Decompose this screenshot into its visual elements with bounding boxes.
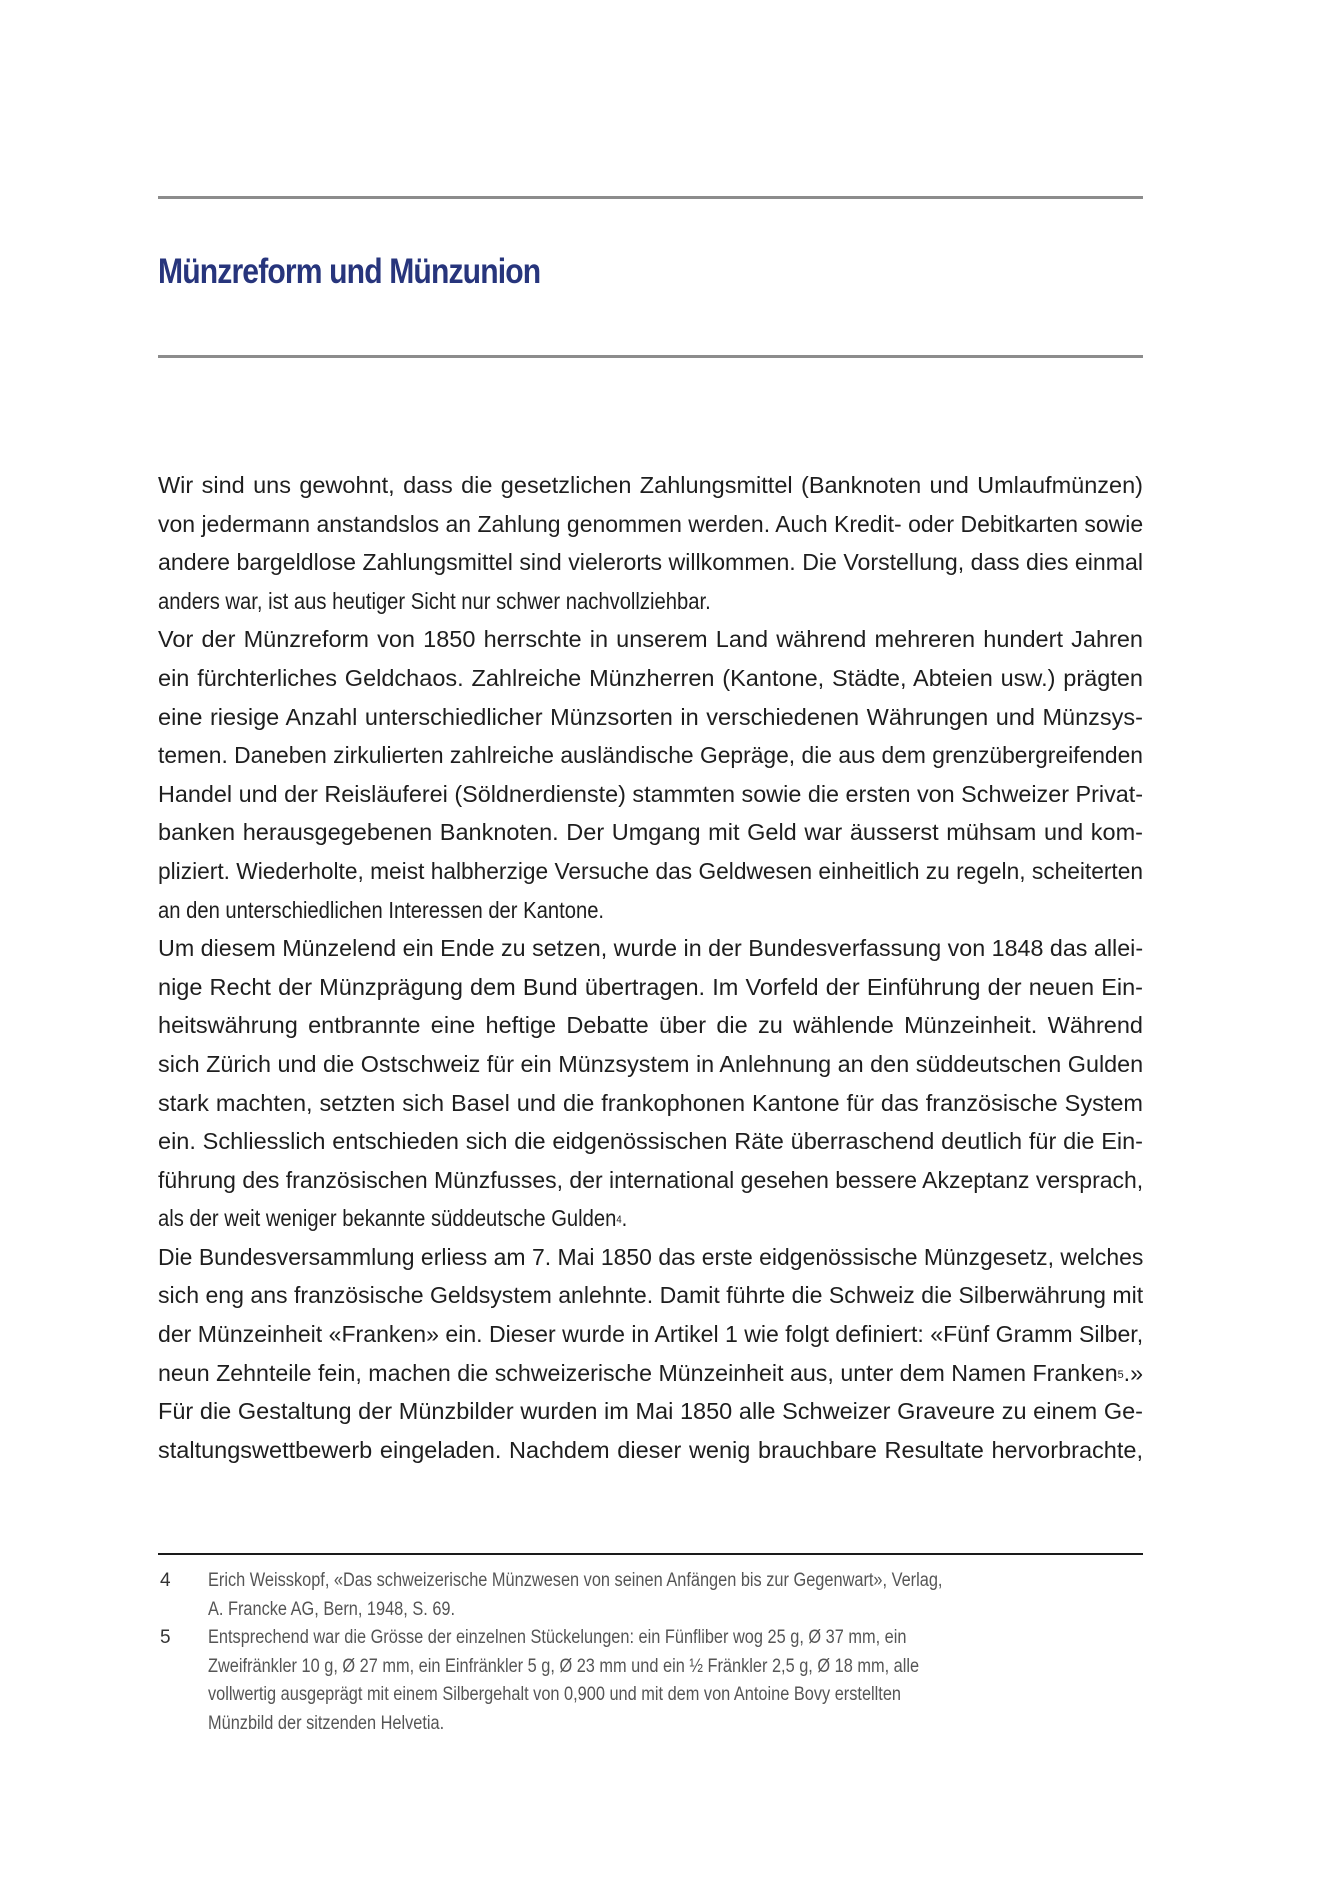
body-line [158, 659, 1143, 698]
body-line-text: als der weit weniger bekannte süddeutsche Gulden [158, 1205, 617, 1232]
body-line [158, 813, 1143, 852]
body-line-text: banken herausgegebenen Banknoten. Der Umgang mit Geld war äusserst mühsam und kom- [158, 819, 1143, 846]
footnote-item [158, 1624, 1143, 1738]
body-line-text: Um diesem Münzelend ein Ende zu setzen, wurde in der Bundesverfassung von 1848 das allei- [158, 935, 1144, 962]
body-line [158, 1199, 1143, 1238]
body-line [158, 1238, 1143, 1277]
body-line-tail: .» [1123, 1359, 1143, 1386]
body-line [158, 1122, 1143, 1161]
body-line-text: andere bargeldlose Zahlungsmittel sind vielerorts willkommen. Die Vorstellung, dass dies einmal [158, 549, 1143, 576]
body-line [158, 929, 1143, 968]
body-line [158, 505, 1143, 544]
body-line-text: von jedermann anstandslos an Zahlung genommen werden. Auch Kredit- oder Debitkarten sowie [158, 510, 1144, 537]
body-line [158, 1431, 1143, 1470]
body-text [158, 466, 1143, 1469]
body-line [158, 543, 1143, 582]
body-line-text: nige Recht der Münzprägung dem Bund übertragen. Im Vorfeld der Einführung der neuen Ein- [158, 973, 1143, 1000]
body-line [158, 775, 1143, 814]
footnote-text-line: Erich Weisskopf, «Das schweizerische Münzwesen von seinen Anfängen bis zur Gegenwart», Verlag, [208, 1570, 943, 1591]
body-line [158, 736, 1143, 775]
body-line-text: stark machten, setzten sich Basel und die frankophonen Kantone für das französische System [158, 1089, 1143, 1116]
body-line-text: heitswährung entbrannte eine heftige Debatte über die zu wählende Münzeinheit. Während [158, 1012, 1143, 1039]
footnote-text-line: Zweifränkler 10 g, Ø 27 mm, ein Einfränkler 5 g, Ø 23 mm und ein ½ Fränkler 2,5 g, Ø 18 mm, alle [208, 1655, 920, 1677]
footnote-item [158, 1567, 1143, 1624]
body-line-text: Handel und der Reisläuferei (Söldnerdienste) stammten sowie die ersten von Schweizer Privat- [158, 780, 1144, 807]
body-line [158, 968, 1143, 1007]
body-line [158, 891, 1143, 930]
body-line-text: staltungswettbewerb eingeladen. Nachdem dieser wenig brauchbare Resultate hervorbrachte, [158, 1436, 1143, 1463]
body-line-text: an den unterschiedlichen Interessen der Kantone. [158, 896, 605, 923]
footnote-text-line: Münzbild der sitzenden Helvetia. [208, 1712, 445, 1734]
body-line-text: sich Zürich und die Ostschweiz für ein Münzsystem in Anlehnung an den süddeutschen Gulden [158, 1050, 1144, 1077]
body-line-text: sich eng ans französische Geldsystem anlehnte. Damit führte die Schweiz die Silberwährung mit [158, 1282, 1144, 1309]
footnote-text-line: Entsprechend war die Grösse der einzelnen Stückelungen: ein Fünfliber wog 25 g, Ø 37 mm, ein [208, 1627, 907, 1649]
body-line-tail: . [621, 1205, 628, 1232]
body-line [158, 1161, 1143, 1200]
body-line-text: temen. Daneben zirkulierten zahlreiche ausländische Gepräge, die aus dem grenzübergreifenden [158, 742, 1143, 769]
body-line-text: pliziert. Wiederholte, meist halbherzige Versuche das Geldwesen einheitlich zu regeln, scheiterten [158, 857, 1143, 884]
footnote-number: 5 [160, 1627, 171, 1649]
footnote-number: 4 [160, 1570, 171, 1591]
body-line [158, 1315, 1143, 1354]
footnote-text-line: vollwertig ausgeprägt mit einem Silbergehalt von 0,900 und mit dem von Antoine Bovy erstellten [208, 1684, 902, 1706]
body-line-text: Wir sind uns gewohnt, dass die gesetzlichen Zahlungsmittel (Banknoten und Umlaufmünzen) [158, 472, 1143, 498]
body-line [158, 1354, 1143, 1393]
body-line-text: Vor der Münzreform von 1850 herrschte in unserem Land während mehreren hundert Jahren [158, 626, 1143, 653]
body-line [158, 1084, 1143, 1123]
body-line-text: führung des französischen Münzfusses, der international gesehen bessere Akzeptanz versprach, [158, 1166, 1144, 1193]
body-line-text: ein. Schliesslich entschieden sich die eidgenössischen Räte überraschend deutlich für die Ein- [158, 1128, 1143, 1155]
footnote-text-line: A. Francke AG, Bern, 1948, S. 69. [208, 1598, 456, 1620]
body-line [158, 620, 1143, 659]
footnote-separator-rule [158, 1553, 1143, 1555]
footnotes [158, 1567, 1143, 1739]
top-rule [158, 196, 1143, 199]
body-line [158, 466, 1143, 505]
body-line [158, 698, 1143, 737]
body-line-text: Für die Gestaltung der Münzbilder wurden im Mai 1850 alle Schweizer Graveure zu einem Ge- [158, 1398, 1143, 1425]
body-line-text: der Münzeinheit «Franken» ein. Dieser wurde in Artikel 1 wie folgt definiert: «Fünf Gramm Silber, [158, 1321, 1144, 1348]
body-line [158, 1006, 1143, 1045]
body-line-text: anders war, ist aus heutiger Sicht nur schwer nachvollziehbar. [158, 587, 711, 614]
page-title: Münzreform und Münzunion [158, 252, 541, 291]
body-line-text: eine riesige Anzahl unterschiedlicher Münzsorten in verschiedenen Währungen und Münzsys- [158, 703, 1143, 730]
body-line-text: Die Bundesversammlung erliess am 7. Mai 1850 das erste eidgenössische Münzgesetz, welches [158, 1243, 1144, 1270]
body-line [158, 1276, 1143, 1315]
title-bottom-rule [158, 355, 1143, 358]
body-line-text: neun Zehnteile fein, machen die schweizerische Münzeinheit aus, unter dem Namen Franken [158, 1359, 1118, 1386]
footnote-reference[interactable]: 4 [616, 1214, 622, 1227]
body-line [158, 582, 1143, 621]
body-line [158, 852, 1143, 891]
body-line [158, 1045, 1143, 1084]
footnote-reference[interactable]: 5 [1117, 1368, 1124, 1381]
body-line [158, 1392, 1143, 1431]
body-line-text: ein fürchterliches Geldchaos. Zahlreiche Münzherren (Kantone, Städte, Abteien usw.) prägten [158, 664, 1143, 691]
